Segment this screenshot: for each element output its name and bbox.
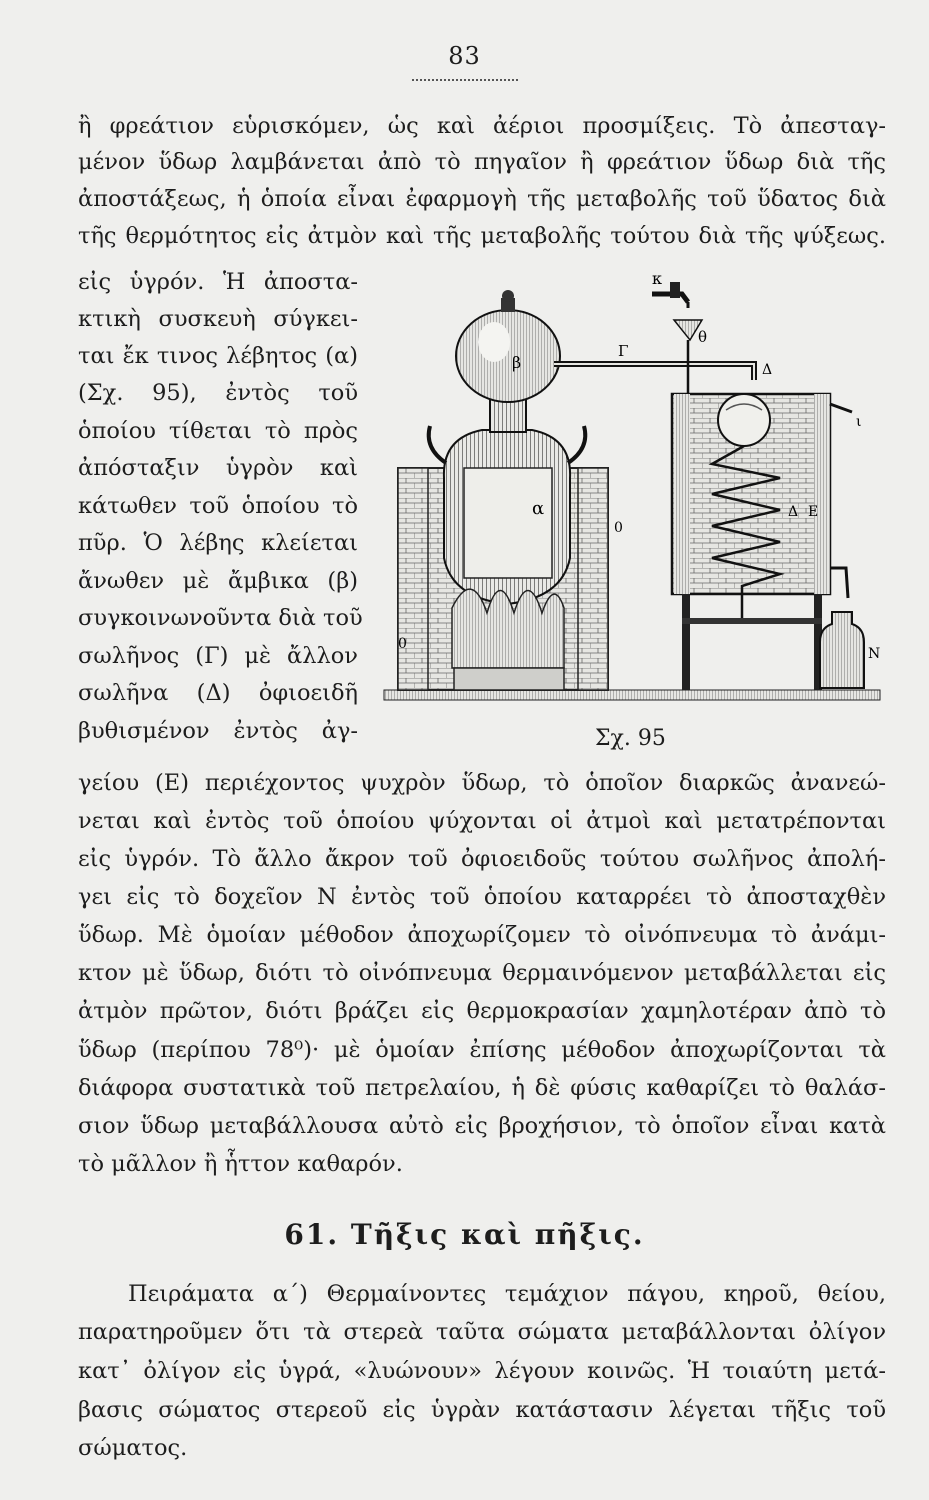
label-epsilon: Ε [808, 504, 819, 520]
text-line: ἢ φρεάτιον εὑρισκόμεν, ὡς καὶ ἀέριοι προσμίξεις. Τὸ ἀπεσταγ- [78, 113, 886, 139]
text-line: παρατηροῦμεν ὅτι τὰ στερεὰ ταῦτα σώματα μεταβάλλονται ὀλίγον [78, 1319, 886, 1345]
page-number-rule [412, 79, 518, 81]
text-line: ἀτμὸν πρῶτον, διότι βράζει εἰς θερμοκρασίαν χαμηλοτέραν ἀπὸ τὸ [78, 998, 886, 1024]
text-line: νεται καὶ ἐντὸς τοῦ ὁποίου ψύχονται οἱ ἀτμοὶ καὶ μετατρέπονται [78, 808, 886, 834]
distillation-apparatus-figure [382, 268, 882, 718]
text-line: ὕδωρ. Μὲ ὁμοίαν μέθοδον ἀποχωρίζομεν τὸ οἰνόπνευμα τὸ ἀνάμι- [78, 922, 886, 948]
text-line: σωλῆνα (Δ) ὀφιοειδῆ [78, 680, 358, 706]
text-line: ὕδωρ (περίπου 78⁰)· μὲ ὁμοίαν ἐπίσης μέθοδον ἀποχωρίζονται τὰ [78, 1037, 886, 1063]
text-line: Πειράματα α΄) Θερμαίνοντες τεμάχιον πάγου, κηροῦ, θείου, [128, 1281, 886, 1307]
label-nu: Ν [868, 646, 881, 662]
receiver-nu [820, 612, 864, 688]
text-line: πῦρ. Ὁ λέβης κλείεται [78, 530, 358, 556]
label-omicron-left: 0 [398, 636, 407, 652]
text-line: ἀποστάξεως, ἡ ὁποία εἶναι ἐφαρμογὴ τῆς μεταβολῆς τοῦ ὕδατος διὰ [78, 186, 886, 212]
text-line: μένον ὕδωρ λαμβάνεται ἀπὸ τὸ πηγαῖον ἢ φρεάτιον ὕδωρ διὰ τῆς [78, 149, 886, 175]
text-line: βυθισμένον ἐντὸς ἀγ- [78, 718, 358, 744]
text-line: σωλῆνος (Γ) μὲ ἄλλον [78, 643, 358, 669]
text-line: εἰς ὑγρόν. Ἡ ἀποστα- [78, 269, 358, 295]
distillation-apparatus-illustration [382, 268, 882, 718]
label-beta: β [512, 353, 522, 372]
ground-base [384, 690, 880, 700]
label-iota: ι [856, 414, 862, 430]
label-kappa: κ [652, 269, 662, 288]
label-theta: θ [698, 328, 708, 346]
text-line: βασις σώματος στερεοῦ εἰς ὑγρὰν κατάστασιν λέγεται τῆξις τοῦ [78, 1397, 886, 1423]
label-gamma: Γ [618, 342, 629, 360]
text-line: σώματος. [78, 1435, 188, 1461]
text-line: γει εἰς τὸ δοχεῖον Ν ἐντὸς τοῦ ὁποίου καταρρέει τὸ ἀποσταχθὲν [78, 884, 886, 910]
text-line: διάφορα συστατικὰ τοῦ πετρελαίου, ἡ δὲ φύσις καθαρίζει τὸ θαλάσ- [78, 1075, 886, 1101]
text-line: κατ᾽ ὀλίγον εἰς ὑγρά, «λυώνουν» λέγουν κοινῶς. Ἡ τοιαύτη μετά- [78, 1358, 886, 1384]
label-omicron-right: 0 [614, 520, 623, 536]
text-line: γείου (Ε) περιέχοντος ψυχρὸν ὕδωρ, τὸ ὁποῖον διαρκῶς ἀνανεώ- [78, 770, 886, 796]
text-line: εἰς ὑγρόν. Τὸ ἄλλο ἄκρον τοῦ ὀφιοειδοῦς τούτου σωλῆνος ἀπολή- [78, 846, 886, 872]
text-line: τὸ μᾶλλον ἢ ἧττον καθαρόν. [78, 1151, 403, 1177]
section-heading: 61. Τῆξις καὶ πῆξις. [284, 1218, 645, 1251]
label-alpha: α [532, 498, 545, 519]
pipe-gamma [554, 364, 754, 380]
text-line: κτον μὲ ὕδωρ, διότι τὸ οἰνόπνευμα θερμαινόμενον μεταβάλλεται εἰς [78, 960, 886, 986]
text-line: (Σχ. 95), ἐντὸς τοῦ [78, 380, 358, 406]
text-line: ἄνωθεν μὲ ἄμβικα (β) [78, 568, 358, 594]
text-line: ἀπόσταξιν ὑγρὸν καὶ [78, 455, 358, 481]
text-line: κτικὴ συσκευὴ σύγκει- [78, 306, 358, 332]
text-line: κάτωθεν τοῦ ὁποίου τὸ [78, 493, 358, 519]
text-line: σιον ὕδωρ μεταβάλλουσα αὐτὸ εἰς βροχήσιον, τὸ ὁποῖον εἶναι κατὰ [78, 1113, 886, 1139]
text-line: ται ἔκ τινος λέβητος (α) [78, 343, 358, 369]
text-line: τῆς θερμότητος εἰς ἀτμὸν καὶ τῆς μεταβολῆς τούτου διὰ τῆς ψύξεως. [78, 223, 886, 249]
alembic-beta [456, 310, 560, 402]
fire [452, 589, 564, 668]
text-line: ὁποίου τίθεται τὸ πρὸς [78, 418, 358, 444]
label-delta: Δ [762, 362, 773, 378]
text-line: συγκοινωνοῦντα διὰ τοῦ [78, 605, 363, 631]
figure-caption: Σχ. 95 [595, 726, 666, 751]
page-number: 83 [448, 42, 481, 70]
label-delta-cap: Δ [788, 504, 799, 520]
